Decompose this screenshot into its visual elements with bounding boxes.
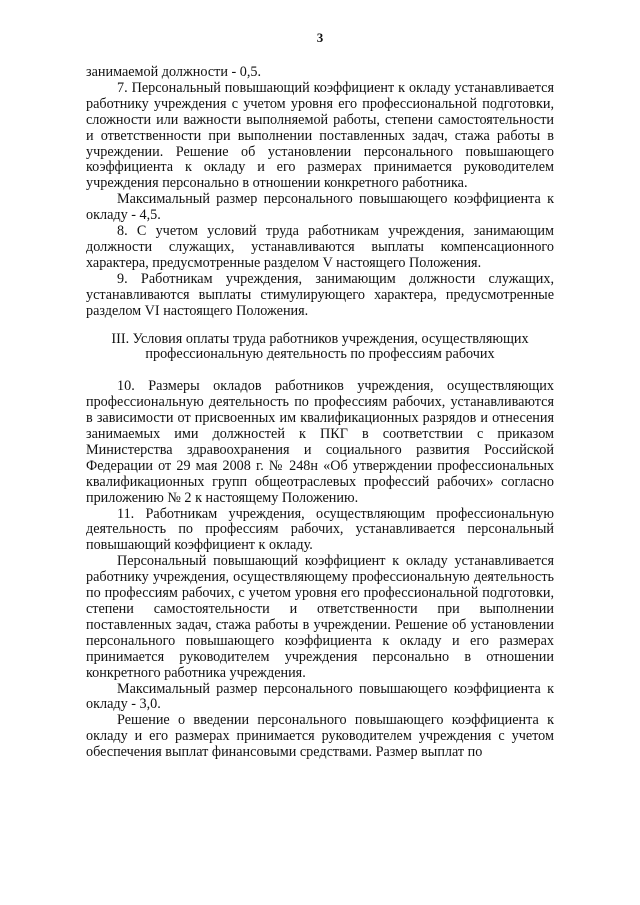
paragraph-7: 7. Персональный повышающий коэффициент к окладу устанавливается работнику учреждения с учетом уровня его профессиональной подготовки, сложности или важности выполняемой работы, степени самостоятельности и ответственности при выполнении поставленных задач, стажа работы в учреждении. Решение об установлении персонального повышающего коэффициента к окладу и его размерах принимается руководителем учреждения персонально в отношении конкретного работника. <box>86 79 554 192</box>
document-body <box>86 65 554 761</box>
paragraph-11: 11. Работникам учреждения, осуществляющим профессиональную деятельность по профессиям рабочих, устанавливается персональный повышающий коэффициент к окладу. <box>86 505 554 554</box>
page-number: 3 <box>316 30 324 45</box>
paragraph-max-coefficient-employees: Максимальный размер персонального повышающего коэффициента к окладу - 4,5. <box>86 191 554 224</box>
paragraph-personal-coefficient: Персональный повышающий коэффициент к окладу устанавливается работнику учреждения, осуществляющему профессиональную деятельность по профессиям рабочих, с учетом уровня его профессиональной подготовки, степени самостоятельности и ответственности при выполнении поставленных задач, стажа работы в учреждении. Решение об установлении персонального повышающего коэффициента к окладу и его размерах принимается руководителем учреждения персонально в отношении конкретного работника учреждения. <box>86 553 554 681</box>
paragraph-decision: Решение о введении персонального повышающего коэффициента к окладу и его размерах принимается руководителем учреждения с учетом обеспечения выплат финансовыми средствами. Размер выплат по <box>86 712 554 761</box>
paragraph-9: 9. Работникам учреждения, занимающим должности служащих, устанавливаются выплаты стимулирующего характера, предусмотренные разделом VI настоящего Положения. <box>86 270 554 319</box>
paragraph-max-coefficient-workers: Максимальный размер персонального повышающего коэффициента к окладу - 3,0. <box>86 680 554 713</box>
paragraph-continuation: занимаемой должности - 0,5. <box>86 64 262 80</box>
paragraph-10: 10. Размеры окладов работников учреждения, осуществляющих профессиональную деятельность по профессиям рабочих, устанавливаются в зависимости от присвоенных им квалификационных разрядов и отнесения занимаемых ими должностей к ПКГ в соответствии с приказом Министерства здравоохранения и социального развития Российской Федерации от 29 мая 2008 г. № 248н «Об утверждении профессиональных квалификационных групп общеотраслевых профессий рабочих» согласно приложению № 2 к настоящему Положению. <box>86 378 554 506</box>
section-heading-iii: III. Условия оплаты труда работников учреждения, осуществляющих профессиональную деятельность по профессиям рабочих <box>111 330 529 363</box>
paragraph-8: 8. С учетом условий труда работникам учреждения, занимающим должности служащих, устанавливаются выплаты компенсационного характера, предусмотренные разделом V настоящего Положения. <box>86 223 554 271</box>
